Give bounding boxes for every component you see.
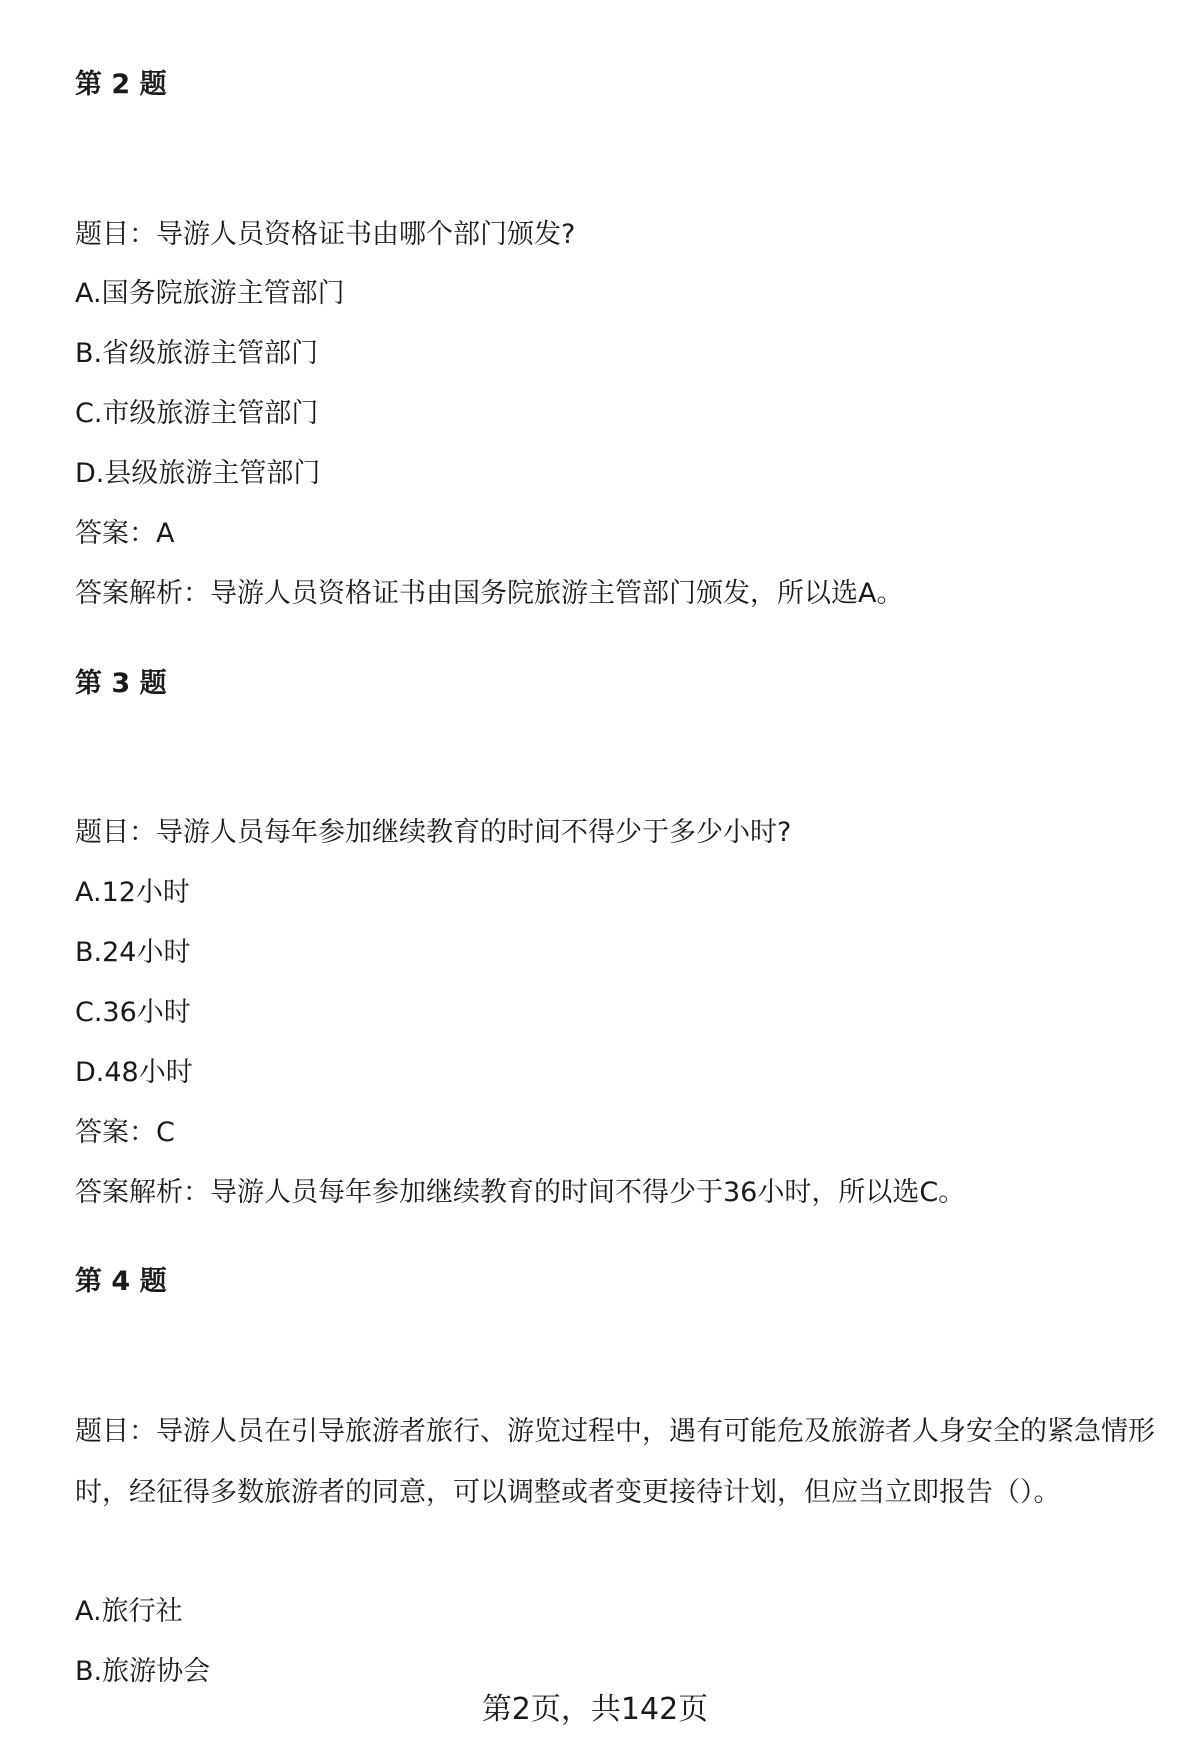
question-heading: 第 4 题 bbox=[75, 1266, 167, 1297]
question-stem: 题目：导游人员资格证书由哪个部门颁发? bbox=[75, 219, 576, 250]
option-b: B.旅游协会 bbox=[75, 1656, 211, 1687]
question-heading: 第 3 题 bbox=[75, 668, 167, 699]
answer-analysis: 答案解析：导游人员资格证书由国务院旅游主管部门颁发，所以选A。 bbox=[75, 578, 904, 609]
option-a: A.国务院旅游主管部门 bbox=[75, 278, 345, 309]
answer-analysis: 答案解析：导游人员每年参加继续教育的时间不得少于36小时，所以选C。 bbox=[75, 1177, 966, 1208]
option-b: B.24小时 bbox=[75, 937, 191, 968]
answer: 答案：A bbox=[75, 518, 175, 549]
question-stem: 题目：导游人员在引导旅游者旅行、游览过程中，遇有可能危及旅游者人身安全的紧急情形时，经征得多数旅游者的同意，可以调整或者变更接待计划，但应当立即报告（）。 bbox=[75, 1416, 1155, 1508]
page-number-footer: 第2页，共142页 bbox=[481, 1692, 709, 1727]
answer: 答案：C bbox=[75, 1117, 175, 1148]
option-c: C.市级旅游主管部门 bbox=[75, 398, 319, 429]
question-stem: 题目：导游人员每年参加继续教育的时间不得少于多少小时? bbox=[75, 817, 792, 848]
question-heading: 第 2 题 bbox=[75, 69, 167, 100]
option-d: D.县级旅游主管部门 bbox=[75, 458, 321, 489]
option-b: B.省级旅游主管部门 bbox=[75, 338, 319, 369]
option-c: C.36小时 bbox=[75, 997, 191, 1028]
option-d: D.48小时 bbox=[75, 1057, 193, 1088]
option-a: A.12小时 bbox=[75, 877, 190, 908]
option-a: A.旅行社 bbox=[75, 1596, 183, 1627]
